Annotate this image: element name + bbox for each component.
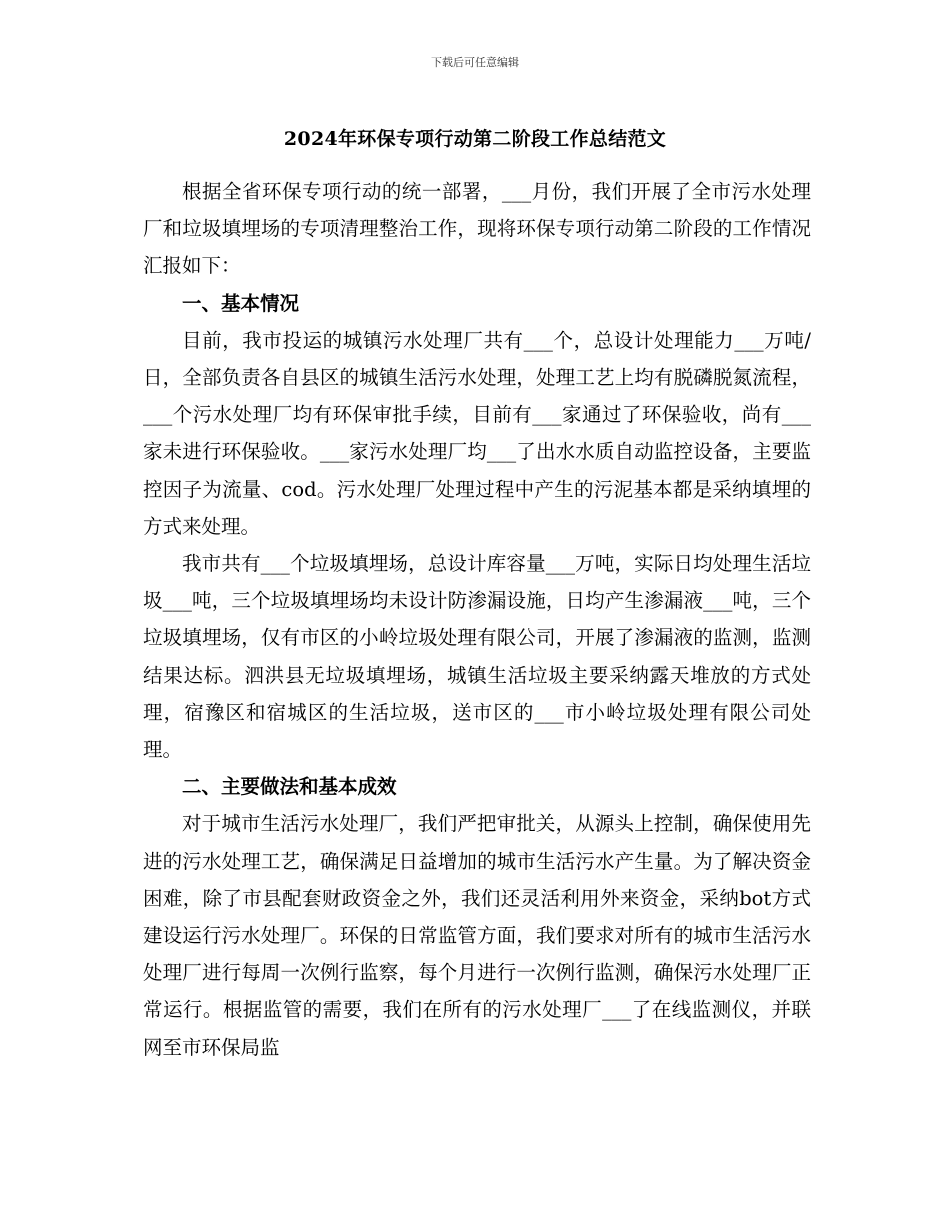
- document-title: 2024年环保专项行动第二阶段工作总结范文: [283, 128, 667, 150]
- header-note: 下载后可任意编辑: [431, 56, 519, 69]
- paragraph: 目前，我市投运的城镇污水处理厂共有___个，总设计处理能力___万吨/日，全部负责各自县区的城镇生活污水处理，处理工艺上均有脱磷脱氮流程，___个污水处理厂均有环保审批手续，目前有___家通过了环保验收，尚有___家未进行环保验收。___家污水处理厂均___了出水水质自动监控设备，主要监控因子为流量、cod。污水处理厂处理过程中产生的污泥基本都是采纳填埋的方式来处理。: [143, 328, 811, 538]
- section-heading-main-practices: 二、主要做法和基本成效: [182, 775, 397, 799]
- document-body: [143, 173, 811, 1066]
- intro-paragraph: 根据全省环保专项行动的统一部署，___月份，我们开展了全市污水处理厂和垃圾填埋场的专项清理整治工作，现将环保专项行动第二阶段的工作情况汇报如下：: [143, 180, 811, 278]
- section-heading-basic-situation: 一、基本情况: [182, 291, 300, 315]
- paragraph: 对于城市生活污水处理厂，我们严把审批关，从源头上控制，确保使用先进的污水处理工艺，确保满足日益增加的城市生活污水产生量。为了解决资金困难，除了市县配套财政资金之外，我们还灵活利用外来资金，采纳bot方式建设运行污水处理厂。环保的日常监管方面，我们要求对所有的城市生活污水处理厂进行每周一次例行监察，每个月进行一次例行监测，确保污水处理厂正常运行。根据监管的需要，我们在所有的污水处理厂___了在线监测仪，并联网至市环保局监: [143, 812, 811, 1059]
- paragraph: 我市共有___个垃圾填埋场，总设计库容量___万吨，实际日均处理生活垃圾___吨，三个垃圾填埋场均未设计防渗漏设施，日均产生渗漏液___吨，三个垃圾填埋场，仅有市区的小岭垃圾处理有限公司，开展了渗漏液的监测，监测结果达标。泗洪县无垃圾填埋场，城镇生活垃圾主要采纳露天堆放的方式处理，宿豫区和宿城区的生活垃圾，送市区的___市小岭垃圾处理有限公司处理。: [143, 552, 811, 762]
